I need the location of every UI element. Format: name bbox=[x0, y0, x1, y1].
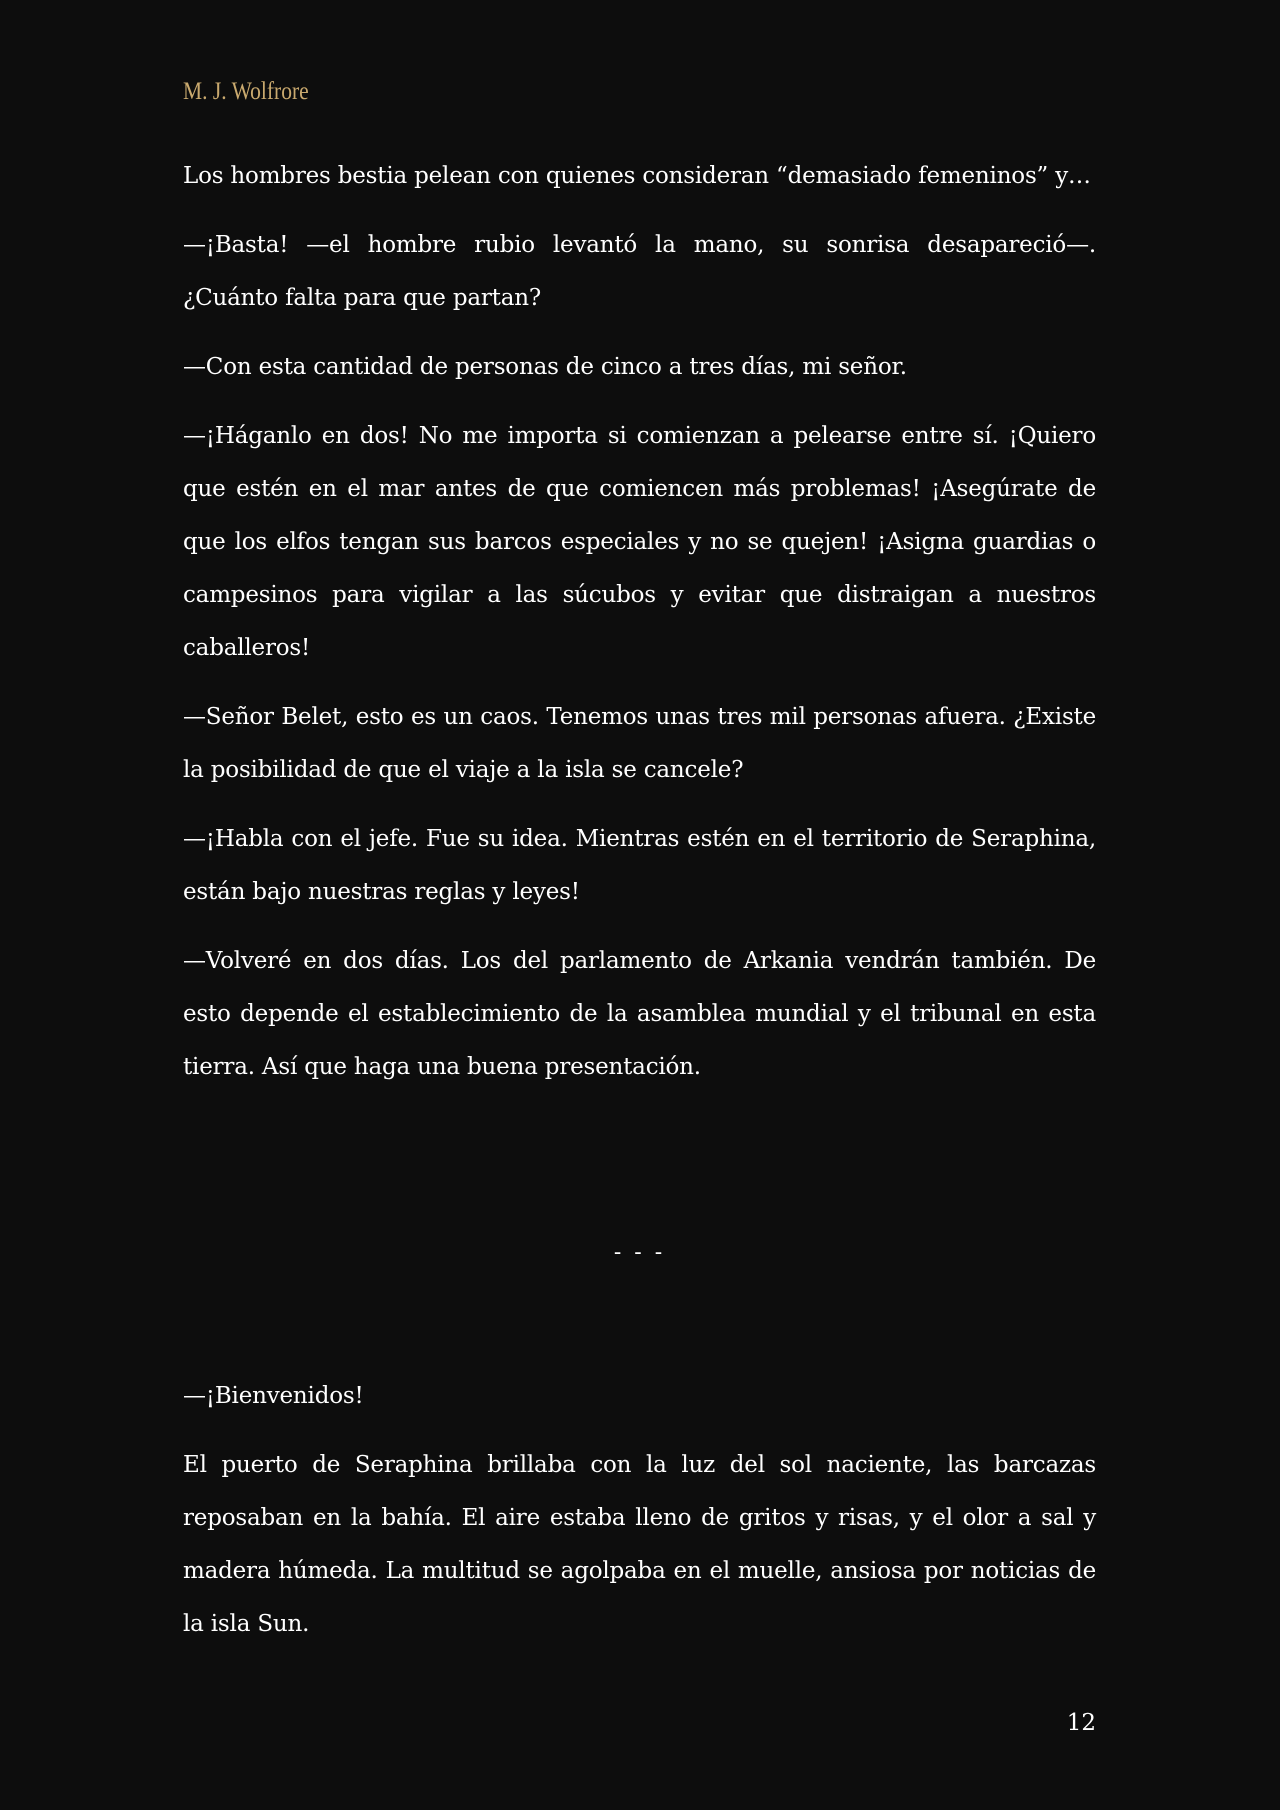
body-text bbox=[183, 150, 1096, 1110]
body-text-after-break bbox=[183, 1370, 1096, 1667]
book-page bbox=[183, 0, 1096, 1810]
paragraph: —¡Habla con el jefe. Fue su idea. Mientras estén en el territorio de Seraphina, están bajo nuestras reglas y leyes! bbox=[183, 826, 1096, 905]
paragraph: —Señor Belet, esto es un caos. Tenemos unas tres mil personas afuera. ¿Existe la posibilidad de que el viaje a la isla se cancele? bbox=[183, 704, 1096, 783]
paragraph: —Con esta cantidad de personas de cinco a tres días, mi señor. bbox=[183, 354, 907, 380]
paragraph: —¡Basta! —el hombre rubio levantó la mano, su sonrisa desapareció—. ¿Cuánto falta para que partan? bbox=[183, 232, 1096, 311]
author-running-head: M. J. Wolfrore bbox=[183, 78, 309, 105]
paragraph: Los hombres bestia pelean con quienes consideran “demasiado femeninos” y… bbox=[183, 163, 1091, 189]
paragraph: —Volveré en dos días. Los del parlamento de Arkania vendrán también. De esto depende el establecimiento de la asamblea mundial y el tribunal en esta tierra. Así que haga una buena presentación. bbox=[183, 948, 1096, 1080]
page-number: 12 bbox=[1066, 1710, 1096, 1736]
paragraph: —¡Háganlo en dos! No me importa si comienzan a pelearse entre sí. ¡Quiero que estén en el mar antes de que comiencen más problemas! ¡Asegúrate de que los elfos tengan sus barcos especiales y no se quejen! ¡Asigna guardias o campesinos para vigilar a las súcubos y evitar que distraigan a nuestros caballeros! bbox=[183, 423, 1096, 661]
section-break: - - - bbox=[613, 1240, 666, 1265]
paragraph: —¡Bienvenidos! bbox=[183, 1383, 364, 1409]
paragraph: El puerto de Seraphina brillaba con la luz del sol naciente, las barcazas reposaban en la bahía. El aire estaba lleno de gritos y risas, y el olor a sal y madera húmeda. La multitud se agolpaba en el muelle, ansiosa por noticias de la isla Sun. bbox=[183, 1452, 1096, 1637]
